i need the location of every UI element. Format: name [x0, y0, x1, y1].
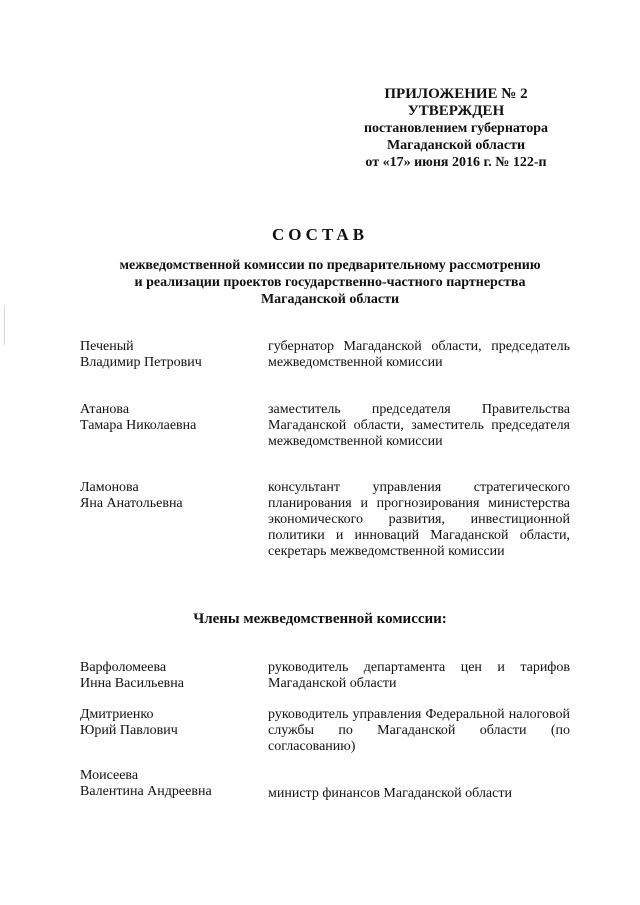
person-name	[80, 707, 255, 739]
person-name	[80, 402, 255, 434]
person-surname: Ламонова	[80, 480, 139, 495]
subtitle-line: Магаданской области	[260, 292, 400, 307]
person-name	[80, 768, 255, 800]
appendix-number: ПРИЛОЖЕНИЕ № 2	[384, 86, 528, 102]
members-heading: Члены межведомственной комиссии:	[193, 611, 447, 627]
approved-label: УТВЕРЖДЕН	[407, 103, 505, 119]
document-title: СОСТАВ	[271, 225, 369, 244]
subtitle-line: и реализации проектов государственно-частного партнерства	[134, 275, 526, 290]
person-given-name: Тамара Николаевна	[80, 418, 197, 433]
person-surname: Варфоломеева	[80, 660, 167, 675]
approval-stamp	[340, 86, 572, 171]
person-surname: Дмитриенко	[80, 707, 154, 722]
person-role: министр финансов Магаданской области	[268, 786, 512, 801]
approval-region: Магаданской области	[386, 138, 526, 153]
person-given-name: Юрий Павлович	[80, 723, 178, 738]
person-name	[80, 660, 255, 692]
subtitle-line: межведомственной комиссии по предварительному рассмотрению	[119, 258, 541, 273]
person-given-name: Яна Анатольевна	[80, 496, 183, 511]
person-role: руководитель департамента цен и тарифов Магаданской области	[268, 660, 570, 691]
person-role: руководитель управления Федеральной налоговой службы по Магаданской области (по согласованию)	[268, 707, 570, 754]
approval-resolution: постановлением губернатора	[363, 121, 549, 136]
person-role: заместитель председателя Правительства Магаданской области, заместитель председателя межведомственной комиссии	[268, 402, 570, 449]
person-given-name: Владимир Петрович	[80, 355, 202, 370]
person-given-name: Инна Васильевна	[80, 676, 184, 691]
scan-margin-mark	[4, 305, 5, 345]
person-role: консультант управления стратегического планирования и прогнозирования министерства экономического развития, инвестиционной политики и инноваций Магаданской области, секретарь межведомственной комиссии	[268, 480, 570, 559]
person-given-name: Валентина Андреевна	[80, 784, 212, 799]
person-surname: Моисеева	[80, 768, 139, 783]
approval-date: от «17» июня 2016 г. № 122-п	[365, 155, 547, 170]
person-name	[80, 339, 255, 371]
person-surname: Печеный	[80, 339, 134, 354]
person-name	[80, 480, 255, 512]
person-surname: Атанова	[80, 402, 130, 417]
person-role: губернатор Магаданской области, председатель межведомственной комиссии	[268, 339, 570, 370]
document-subtitle	[80, 257, 580, 308]
